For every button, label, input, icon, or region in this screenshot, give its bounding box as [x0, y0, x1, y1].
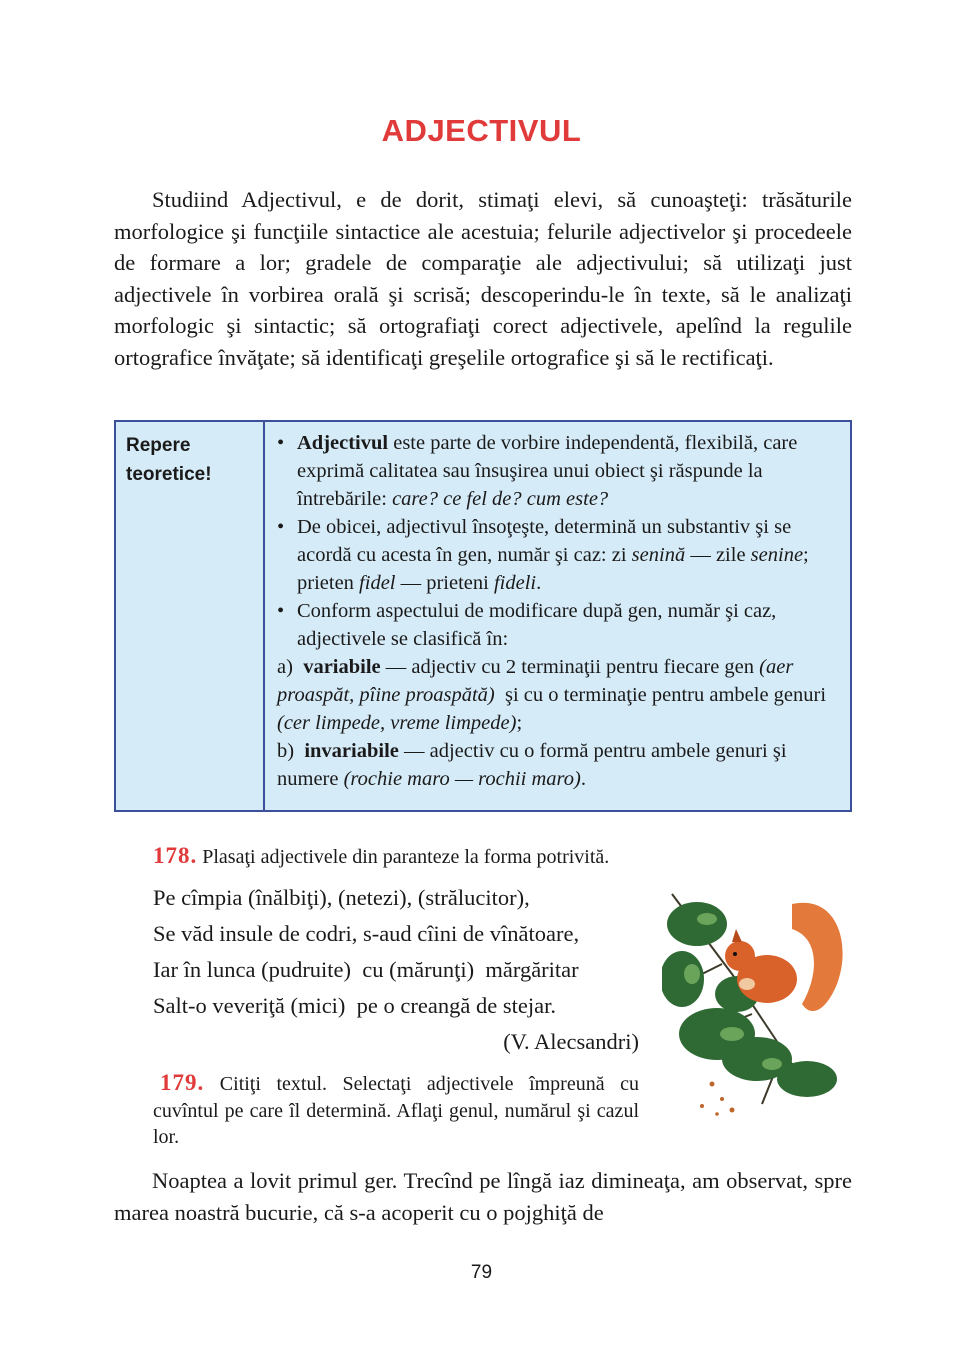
term-invariabile: invariabile [304, 740, 399, 762]
page-title: ADJECTIVUL [381, 113, 582, 148]
nut-dots [700, 1082, 735, 1116]
bullet-icon: • [277, 432, 285, 454]
theory-item-a: a) variabile — adjectiv cu 2 terminaţii pentru fiecare gen (aer proaspăt, pîine proaspătă) şi cu o terminaţie pentru ambele genuri (cer limpede, vreme limpede); [277, 656, 832, 734]
squirrel-icon [662, 884, 854, 1120]
poem [153, 880, 639, 1060]
closing-paragraph: Noaptea a lovit primul ger. Trecînd pe lîngă iaz dimineaţa, am observat, spre marea noastră bucurie, că s-a acoperit cu o pojghiţă de [114, 1168, 852, 1225]
term-variabile: variabile [303, 656, 381, 678]
theory-box-body [265, 422, 850, 810]
theory-bullet-1: • Adjectivul este parte de vorbire independentă, flexibilă, care exprimă calitatea sau însuşirea unui obiect şi răspunde la întrebările: care? ce fel de? cum este? [277, 429, 840, 513]
poem-line: Iar în lunca (pudruite) cu (mărunţi) mărgăritar [153, 957, 579, 982]
poem-line: Se văd insule de codri, s-aud cîini de vînătoare, [153, 921, 580, 946]
poem-line: Pe cîmpia (înălbiţi), (netezi), (strălucitor), [153, 885, 530, 910]
page-number: 79 [470, 1262, 493, 1283]
bullet-icon: • [277, 600, 285, 622]
bullet-icon: • [277, 516, 285, 538]
question-examples: care? ce fel de? cum este? [392, 488, 609, 510]
poem-author: (V. Alecsandri) [503, 1029, 639, 1054]
exercise-number: 179. [160, 1070, 205, 1095]
poem-line: Salt-o veveriţă (mici) pe o creangă de stejar. [153, 993, 556, 1018]
theory-item-b: b) invariabile — adjectiv cu o formă pentru ambele genuri şi numere (rochie maro — rochii maro). [277, 740, 787, 790]
theory-label-line1: Repere [126, 435, 191, 456]
exercise-number: 178. [153, 843, 198, 868]
exercise-178 [153, 843, 853, 869]
theory-box-label [116, 422, 265, 810]
exercise-instruction: Plasaţi adjectivele din paranteze la forma potrivită. [202, 846, 610, 868]
theory-label-line2: teoretice! [126, 464, 212, 485]
theory-bullet-3: • Conform aspectului de modificare după gen, număr şi caz, adjectivele se clasifică în: [277, 597, 840, 653]
theory-bullet-2: • De obicei, adjectivul însoţeşte, determină un substantiv şi se acordă cu acesta în gen, număr şi caz: zi senină — zile senine; prieten fidel — prieteni fideli. [277, 513, 840, 597]
intro-paragraph: Studiind Adjectivul, e de dorit, stimaţi elevi, să cunoaşteţi: trăsăturile morfologice şi funcţiile sintactice ale acestuia; felurile adjectivelor şi procedeele de formare a lor; gradele de comparaţie ale adjectivului; să utilizaţi just adjectivele în vorbirea orală şi scrisă; descoperindu-le în texte, să le analizaţi morfologic şi sintactic; să ortografiaţi corect adjectivele, apelînd la regulile ortografice învăţate; să identificaţi greşelile ortografice şi să le rectificaţi. [114, 187, 852, 370]
exercise-instruction: Citiţi textul. Selectaţi adjectivele împreună cu cuvîntul pe care îl determină. Aflaţi genul, numărul şi cazul lor. [153, 1073, 640, 1148]
theory-box [114, 420, 852, 812]
exercise-179 [153, 1070, 639, 1151]
term-adjectivul: Adjectivul [297, 432, 389, 454]
